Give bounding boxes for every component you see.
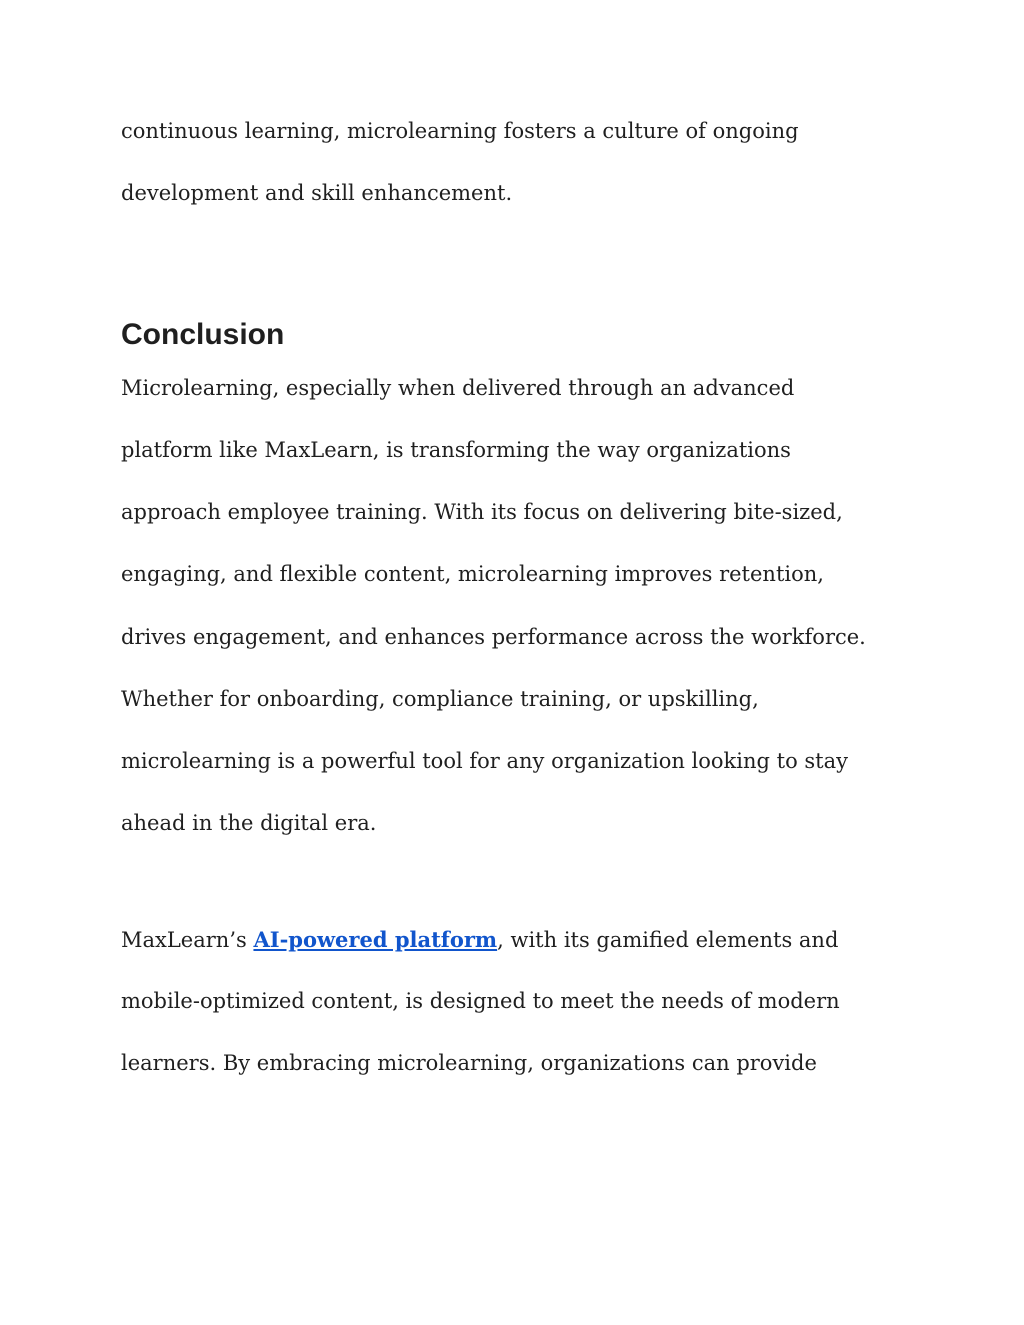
paragraph-line: engaging, and flexible content, microlearning improves retention, bbox=[121, 562, 824, 586]
paragraph-line: mobile-optimized content, is designed to meet the needs of modern bbox=[121, 989, 840, 1013]
paragraph-line-with-link bbox=[121, 927, 838, 952]
ai-powered-platform-link[interactable]: AI-powered platform bbox=[253, 927, 498, 952]
paragraph-line: Microlearning, especially when delivered through an advanced bbox=[121, 376, 795, 400]
paragraph-line: Whether for onboarding, compliance training, or upskilling, bbox=[121, 687, 759, 711]
text-segment: MaxLearn’s bbox=[121, 928, 254, 952]
text-segment: , with its gamified elements and bbox=[497, 928, 839, 952]
paragraph-line: approach employee training. With its focus on delivering bite-sized, bbox=[121, 500, 843, 524]
paragraph-line: continuous learning, microlearning fosters a culture of ongoing bbox=[121, 119, 799, 143]
paragraph-line: microlearning is a powerful tool for any organization looking to stay bbox=[121, 749, 848, 773]
paragraph-line: drives engagement, and enhances performance across the workforce. bbox=[121, 625, 866, 649]
section-heading: Conclusion bbox=[121, 318, 285, 351]
paragraph-line: ahead in the digital era. bbox=[121, 811, 377, 835]
paragraph-line: platform like MaxLearn, is transforming the way organizations bbox=[121, 438, 791, 462]
paragraph-line: learners. By embracing microlearning, organizations can provide bbox=[121, 1051, 817, 1075]
paragraph-line: development and skill enhancement. bbox=[121, 181, 513, 205]
